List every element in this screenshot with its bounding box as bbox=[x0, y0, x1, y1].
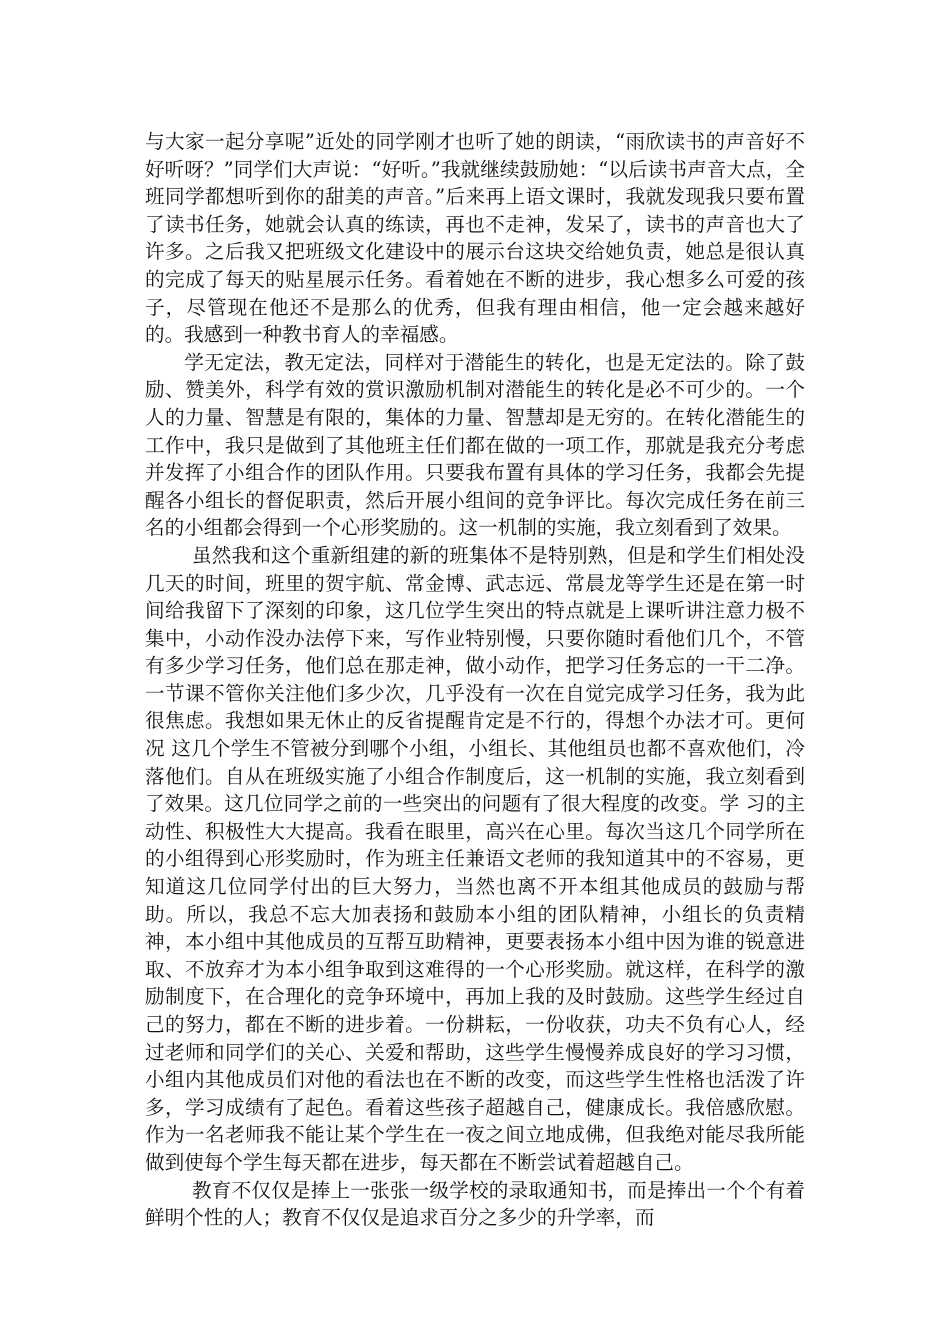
paragraph-students: 虽然我和这个重新组建的新的班集体不是特别熟，但是和学生们相处没几天的时间，班里的贺宇航、常金博、武志远、常晨龙等学生还是在第一时间给我留下了深刻的印象，这几位学生突出的特点就是上课听讲注意力极不集中，小动作没办法停下来，写作业特别慢，只要你随时看他们几个，不管有多少学习任务，他们总在那走神，做小动作，把学习任务忘的一干二净。一节课不管你关注他们多少次，几乎没有一次在自觉完成学习任务，我为此很焦虑。我想如果无休止的反省提醒肯定是不行的，得想个办法才可。更何况 这几个学生不管被分到哪个小组，小组长、其他组员也都不喜欢他们，冷落他们。自从在班级实施了小组合作制度后，这一机制的实施，我立刻看到了效果。这几位同学之前的一些突出的问题有了很大程度的改变。学 习的主动性、积极性大大提高。我看在眼里，高兴在心里。每次当这几个同学所在的小组得到心形奖励时，作为班主任兼语文老师的我知道其中的不容易，更知道这几位同学付出的巨大努力，当然也离不开本组其他成员的鼓励与帮助。所以，我总不忘大加表扬和鼓励本小组的团队精神，小组长的负责精神，本小组中其他成员的互帮互助精神，更要表扬本小组中因为谁的锐意进取、不放弃才为本小组争取到这难得的一个心形奖励。就这样，在科学的激励制度下，在合理化的竞争环境中，再加上我的及时鼓励。这些学生经过自己的努力，都在不断的进步着。一份耕耘，一份收获，功夫不负有心人，经过老师和同学们的关心、关爱和帮助，这些学生慢慢养成良好的学习习惯，小组内其他成员们对他的看法也在不断的改变，而这些学生性格也活泼了许多，学习成绩有了起色。看着这些孩子超越自己，健康成长。我倍感欣慰。作为一名老师我不能让某个学生在一夜之间立地成佛，但我绝对能尽我所能做到使每个学生每天都在进步，每天都在不断尝试着超越自己。 bbox=[145, 543, 805, 1174]
document-body bbox=[145, 128, 805, 1232]
paragraph-method: 学无定法，教无定法，同样对于潜能生的转化，也是无定法的。除了鼓励、赞美外，科学有效的赏识激励机制对潜能生的转化是必不可少的。一个人的力量、智慧是有限的，集体的力量、智慧却是无穷的。在转化潜能生的工作中，我只是做到了其他班主任们都在做的一项工作，那就是我充分考虑并发挥了小组合作的团队作用。只要我布置有具体的学习任务，我都会先提醒各小组长的督促职责，然后开展小组间的竞争评比。每次完成任务在前三名的小组都会得到一个心形奖励的。这一机制的实施，我立刻看到了效果。 bbox=[145, 350, 805, 540]
paragraph-continuation: 与大家一起分享呢”近处的同学刚才也听了她的朗读，“雨欣读书的声音好不好听呀？”同学们大声说：“好听。”我就继续鼓励她：“以后读书声音大点，全班同学都想听到你的甜美的声音。”后来再上语文课时，我就发现我只要布置了读书任务，她就会认真的练读，再也不走神，发呆了，读书的声音也大了许多。之后我又把班级文化建设中的展示台这块交给她负责，她总是很认真的完成了每天的贴星展示任务。看着她在不断的进步，我心想多么可爱的孩子，尽管现在他还不是那么的优秀，但我有理由相信，他一定会越来越好的。我感到一种教书育人的幸福感。 bbox=[145, 130, 805, 347]
paragraph-education: 教育不仅仅是捧上一张张一级学校的录取通知书，而是捧出一个个有着鲜明个性的人；教育不仅仅是追求百分之多少的升学率，而 bbox=[145, 1178, 805, 1230]
